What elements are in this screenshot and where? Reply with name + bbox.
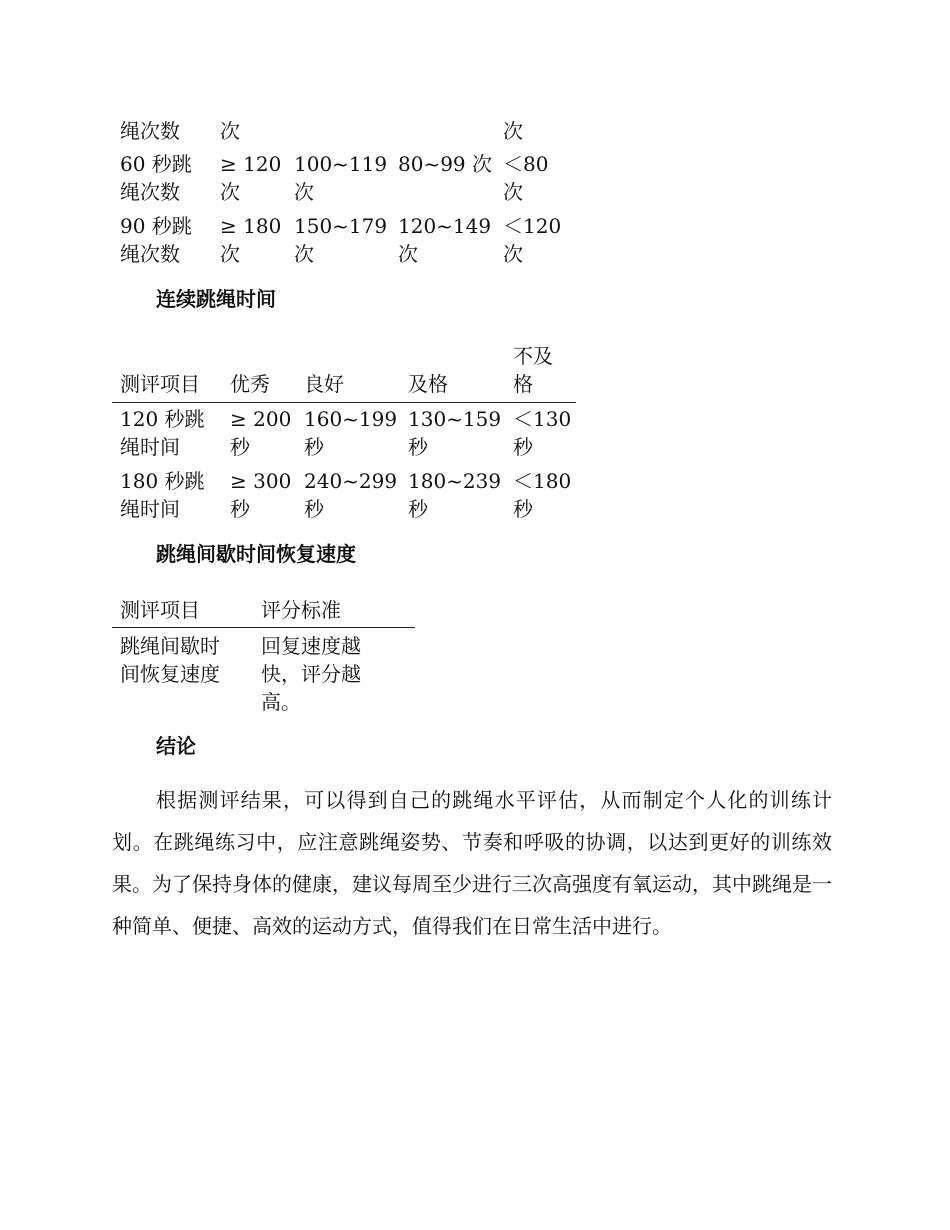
table-header-fail: 不及 格 — [513, 344, 553, 396]
table-cell-fail: ＜120 次 — [503, 214, 562, 266]
table-cell-excellent: ≥ 120 次 — [220, 152, 282, 204]
table-header-excellent: 优秀 — [230, 372, 270, 396]
table-header-rule — [112, 402, 576, 403]
conclusion-paragraph: 根据测评结果，可以得到自己的跳绳水平评估，从而制定个人化的训练计划。在跳绳练习中，应注意跳绳姿势、节奏和呼吸的协调，以达到更好的训练效果。为了保持身体的健康，建议每周至少进行三次高强度有氧运动，其中跳绳是一种简单、便捷、高效的运动方式，值得我们在日常生活中进行。 — [112, 788, 832, 938]
table-cell-item: 绳次数 — [120, 119, 180, 143]
table-cell-good: 100~119 次 — [294, 152, 388, 204]
section-heading-conclusion: 结论 — [156, 734, 196, 758]
table-cell-item: 180 秒跳 绳时间 — [120, 469, 205, 521]
table-cell-fail: ＜80 次 — [503, 152, 549, 204]
table-header-good: 良好 — [304, 372, 344, 396]
table-cell-pass: 180~239 秒 — [408, 469, 502, 521]
table-cell-good: 150~179 次 — [294, 214, 388, 266]
table-header-item: 测评项目 — [120, 598, 200, 622]
table-cell-item: 60 秒跳 绳次数 — [120, 152, 192, 204]
table-header-pass: 及格 — [408, 372, 448, 396]
table-header-item: 测评项目 — [120, 372, 200, 396]
table-cell-pass: 130~159 秒 — [408, 407, 502, 459]
section-heading-continuous: 连续跳绳时间 — [156, 287, 276, 311]
table-cell-fail: 次 — [503, 119, 523, 143]
table-cell-pass: 120~149 次 — [398, 214, 492, 266]
table-cell-fail: ＜130 秒 — [513, 407, 572, 459]
table-cell-excellent: ≥ 200 秒 — [230, 407, 292, 459]
table-header-rule — [112, 627, 415, 628]
table-cell-item: 90 秒跳 绳次数 — [120, 214, 192, 266]
table-cell-excellent: ≥ 300 秒 — [230, 469, 292, 521]
table-cell-good: 240~299 秒 — [304, 469, 398, 521]
table-header-criteria: 评分标准 — [261, 598, 341, 622]
section-heading-recovery: 跳绳间歇时间恢复速度 — [156, 542, 356, 566]
table-cell-pass: 80~99 次 — [398, 152, 493, 176]
table-cell-criteria: 回复速度越 快，评分越 高。 — [261, 634, 361, 714]
table-cell-fail: ＜180 秒 — [513, 469, 572, 521]
table-cell-item: 120 秒跳 绳时间 — [120, 407, 205, 459]
table-cell-excellent: 次 — [220, 119, 240, 143]
table-cell-excellent: ≥ 180 次 — [220, 214, 282, 266]
table-cell-good: 160~199 秒 — [304, 407, 398, 459]
table-cell-item: 跳绳间歇时 间恢复速度 — [120, 634, 220, 686]
